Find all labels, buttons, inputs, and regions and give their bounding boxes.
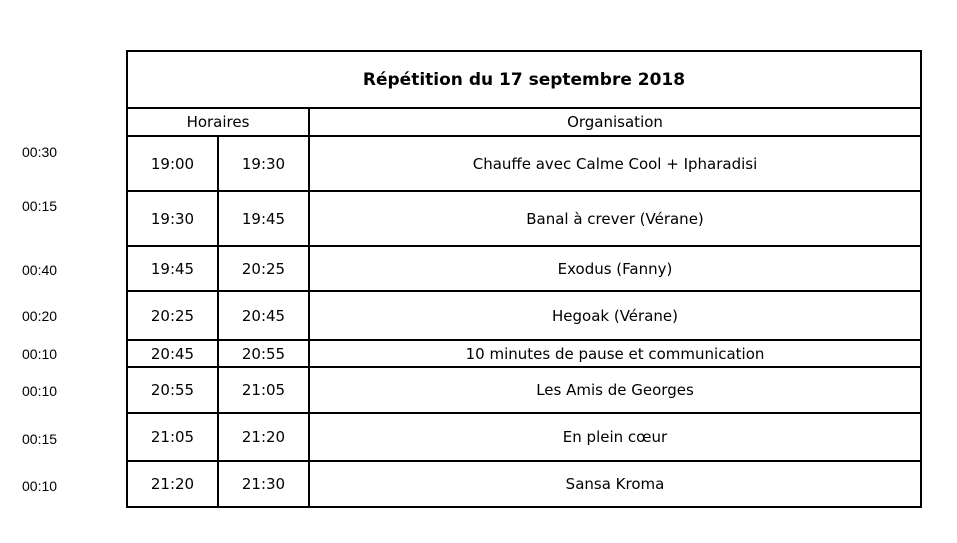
end-time-cell: 20:45	[218, 291, 309, 340]
end-time-cell: 21:30	[218, 461, 309, 507]
table-row	[127, 367, 921, 413]
start-time-cell: 21:20	[127, 461, 218, 507]
start-time-cell: 20:25	[127, 291, 218, 340]
end-time-cell: 20:55	[218, 340, 309, 367]
activity-cell: Hegoak (Vérane)	[309, 291, 921, 340]
activity-cell: Exodus (Fanny)	[309, 246, 921, 291]
table-row	[127, 413, 921, 461]
start-time-cell: 21:05	[127, 413, 218, 461]
schedule-table	[126, 50, 922, 508]
duration-label: 00:30	[22, 144, 58, 160]
end-time-cell: 21:20	[218, 413, 309, 461]
duration-column	[0, 0, 120, 543]
start-time-cell: 19:00	[127, 136, 218, 191]
activity-cell: Les Amis de Georges	[309, 367, 921, 413]
start-time-cell: 19:30	[127, 191, 218, 246]
duration-label: 00:15	[22, 431, 58, 447]
table-title: Répétition du 17 septembre 2018	[127, 51, 921, 108]
table-row	[127, 136, 921, 191]
activity-cell: En plein cœur	[309, 413, 921, 461]
table-row	[127, 246, 921, 291]
end-time-cell: 21:05	[218, 367, 309, 413]
duration-label: 00:40	[22, 262, 58, 278]
table-row	[127, 191, 921, 246]
header-row	[127, 108, 921, 136]
end-time-cell: 20:25	[218, 246, 309, 291]
table-row	[127, 340, 921, 367]
end-time-cell: 19:45	[218, 191, 309, 246]
activity-cell: Sansa Kroma	[309, 461, 921, 507]
duration-label: 00:10	[22, 346, 58, 362]
start-time-cell: 20:55	[127, 367, 218, 413]
end-time-cell: 19:30	[218, 136, 309, 191]
table-row	[127, 291, 921, 340]
activity-cell: Banal à crever (Vérane)	[309, 191, 921, 246]
start-time-cell: 20:45	[127, 340, 218, 367]
start-time-cell: 19:45	[127, 246, 218, 291]
header-horaires: Horaires	[127, 108, 309, 136]
duration-label: 00:20	[22, 308, 58, 324]
duration-label: 00:10	[22, 478, 58, 494]
table-row	[127, 461, 921, 507]
title-row	[127, 51, 921, 108]
duration-label: 00:10	[22, 383, 58, 399]
duration-label: 00:15	[22, 198, 58, 214]
activity-cell: 10 minutes de pause et communication	[309, 340, 921, 367]
activity-cell: Chauffe avec Calme Cool + Ipharadisi	[309, 136, 921, 191]
header-organisation: Organisation	[309, 108, 921, 136]
